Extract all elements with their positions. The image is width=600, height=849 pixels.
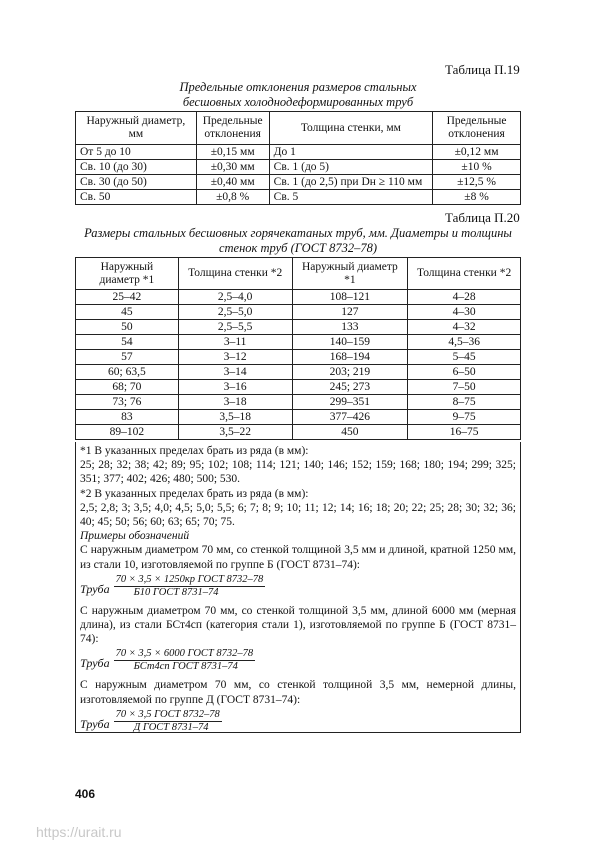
example-3-designation — [80, 709, 516, 737]
table-row — [76, 380, 521, 395]
table-cell: 7–50 — [408, 380, 521, 395]
table-cell: 16–75 — [408, 425, 521, 440]
example-1-designation — [80, 574, 516, 602]
note-2-values: 2,5; 2,8; 3; 3,5; 4,0; 4,5; 5,0; 5,5; 6; 7; 8; 9; 10; 11; 12; 14; 16; 18; 20; 22; 25; 28; 30; 32; 36; 40; 45; 50; 56; 60; 63; 65; 70; 75. — [80, 501, 516, 529]
formula-denominator: Д ГОСТ 8731–74 — [133, 721, 209, 733]
table-cell: 108–121 — [292, 290, 408, 305]
table-cell: 140–159 — [292, 335, 408, 350]
table-row — [76, 175, 521, 190]
page-number: 406 — [75, 787, 96, 801]
table-header-cell: Предельные отклонения — [196, 112, 269, 145]
table-cell: 83 — [76, 410, 179, 425]
table-row — [76, 290, 521, 305]
table-header-cell: Наружный диаметр *1 — [292, 258, 408, 290]
table-row — [76, 395, 521, 410]
table-20 — [75, 257, 521, 440]
table-row — [76, 350, 521, 365]
table-cell: 5–45 — [408, 350, 521, 365]
table-cell: 57 — [76, 350, 179, 365]
table-cell: 60; 63,5 — [76, 365, 179, 380]
table-cell: От 5 до 10 — [76, 145, 197, 160]
table-19-caption — [75, 80, 521, 110]
table-cell: 3,5–22 — [178, 425, 292, 440]
formula-numerator: 70 × 3,5 ГОСТ 8732–78 — [115, 708, 220, 720]
table-cell: 3–14 — [178, 365, 292, 380]
table-cell: 2,5–5,0 — [178, 305, 292, 320]
table-20-caption — [75, 226, 521, 256]
table-cell: 299–351 — [292, 395, 408, 410]
formula-fraction — [114, 709, 222, 734]
table-cell: Св. 1 (до 2,5) при Dн ≥ 110 мм — [269, 175, 432, 190]
table-cell: 8–75 — [408, 395, 521, 410]
table-cell: 89–102 — [76, 425, 179, 440]
table-cell: 245; 273 — [292, 380, 408, 395]
formula-word: Труба — [80, 656, 110, 671]
table-header-cell: Предельные отклонения — [433, 112, 521, 145]
table-cell: 4–32 — [408, 320, 521, 335]
table-cell: 203; 219 — [292, 365, 408, 380]
table-row — [76, 320, 521, 335]
table-cell: 3–16 — [178, 380, 292, 395]
table-cell: 2,5–5,5 — [178, 320, 292, 335]
example-3-text: С наружным диаметром 70 мм, со стенкой толщиной 3,5 мм, немерной длины, изготовляемой по группе Д (ГОСТ 8731–74): — [80, 679, 516, 706]
table-cell: 6–50 — [408, 365, 521, 380]
table-20-notes — [75, 442, 521, 733]
watermark: https://urait.ru — [36, 824, 122, 840]
note-1-title: *1 В указанных пределах брать из ряда (в мм): — [80, 445, 309, 457]
table-cell: Св. 10 (до 30) — [76, 160, 197, 175]
table-row — [76, 410, 521, 425]
table-cell: 68; 70 — [76, 380, 179, 395]
table-19 — [75, 111, 521, 205]
table-cell: ±8 % — [433, 190, 521, 205]
table-cell: 168–194 — [292, 350, 408, 365]
table-cell: ±10 % — [433, 160, 521, 175]
table-20-caption-line2: стенок труб (ГОСТ 8732–78) — [218, 241, 378, 255]
table-cell: 377–426 — [292, 410, 408, 425]
formula-denominator: Б10 ГОСТ 8731–74 — [133, 586, 219, 598]
formula-numerator: 70 × 3,5 × 1250кр ГОСТ 8732–78 — [115, 573, 264, 585]
formula-fraction — [114, 574, 266, 599]
table-19-caption-line1: Предельные отклонения размеров стальных — [179, 80, 417, 94]
table-row — [76, 160, 521, 175]
table-header-cell: Толщина стенки *2 — [408, 258, 521, 290]
table-cell: Св. 5 — [269, 190, 432, 205]
table-header-cell: Толщина стенки, мм — [269, 112, 432, 145]
table-cell: 3–11 — [178, 335, 292, 350]
table-cell: До 1 — [269, 145, 432, 160]
table-cell: 9–75 — [408, 410, 521, 425]
examples-title: Примеры обозначений — [80, 530, 190, 543]
table-cell: ±0,40 мм — [196, 175, 269, 190]
table-cell: ±0,12 мм — [433, 145, 521, 160]
table-row — [76, 365, 521, 380]
note-1-values: 25; 28; 32; 38; 42; 89; 95; 102; 108; 114; 121; 140; 146; 152; 159; 168; 180; 194; 299; 325; 351; 377; 402; 426; 480; 500; 530. — [80, 459, 516, 486]
table-cell: 450 — [292, 425, 408, 440]
formula-numerator: 70 × 3,5 × 6000 ГОСТ 8732–78 — [115, 648, 254, 660]
table-cell: ±0,30 мм — [196, 160, 269, 175]
table-cell: 50 — [76, 320, 179, 335]
table-cell: 25–42 — [76, 290, 179, 305]
table-20-label: Таблица П.20 — [445, 210, 520, 225]
table-cell: 3,5–18 — [178, 410, 292, 425]
table-header-cell: Наружный диаметр *1 — [76, 258, 179, 290]
example-2-designation — [80, 648, 516, 676]
formula-word: Труба — [80, 581, 110, 596]
table-row — [76, 145, 521, 160]
table-cell: 3–12 — [178, 350, 292, 365]
example-2-text: С наружным диаметром 70 мм, со стенкой толщиной 3,5 мм, длиной 6000 мм (мерная длина), из стали БСт4сп (категория стали 1), изготовляемой по группе Б (ГОСТ 8731–74): — [80, 604, 516, 646]
table-cell: 3–18 — [178, 395, 292, 410]
table-cell: 73; 76 — [76, 395, 179, 410]
formula-denominator: БСт4сп ГОСТ 8731–74 — [133, 661, 238, 673]
table-row — [76, 305, 521, 320]
table-cell: Св. 30 (до 50) — [76, 175, 197, 190]
table-cell: 45 — [76, 305, 179, 320]
table-row — [76, 335, 521, 350]
note-2-title: *2 В указанных пределах брать из ряда (в мм): — [80, 487, 309, 500]
table-cell: 4,5–36 — [408, 335, 521, 350]
table-header-row — [76, 258, 521, 290]
example-1-text: С наружным диаметром 70 мм, со стенкой толщиной 3,5 мм и длиной, кратной 1250 мм, из стали 10, изготовляемой по группе Б (ГОСТ 8731–74): — [80, 544, 516, 571]
table-cell: 4–28 — [408, 290, 521, 305]
table-cell: ±12,5 % — [433, 175, 521, 190]
table-header-cell: Толщина стенки *2 — [178, 258, 292, 290]
table-20-caption-line1: Размеры стальных бесшовных горячекатаных труб, мм. Диаметры и толщины — [84, 226, 512, 240]
table-row — [76, 190, 521, 205]
table-cell: 54 — [76, 335, 179, 350]
table-cell: ±0,15 мм — [196, 145, 269, 160]
table-cell: 2,5–4,0 — [178, 290, 292, 305]
table-cell: 133 — [292, 320, 408, 335]
table-cell: ±0,8 % — [196, 190, 269, 205]
table-cell: Св. 50 — [76, 190, 197, 205]
table-header-cell: Наружный диаметр, мм — [76, 112, 197, 145]
table-19-label: Таблица П.19 — [445, 62, 520, 77]
formula-fraction — [114, 648, 256, 673]
table-header-row — [76, 112, 521, 145]
table-19-caption-line2: бесшовных холоднодеформированных труб — [182, 95, 414, 109]
table-cell: 127 — [292, 305, 408, 320]
formula-word: Труба — [80, 716, 110, 731]
table-cell: Св. 1 (до 5) — [269, 160, 432, 175]
table-cell: 4–30 — [408, 305, 521, 320]
table-row — [76, 425, 521, 440]
